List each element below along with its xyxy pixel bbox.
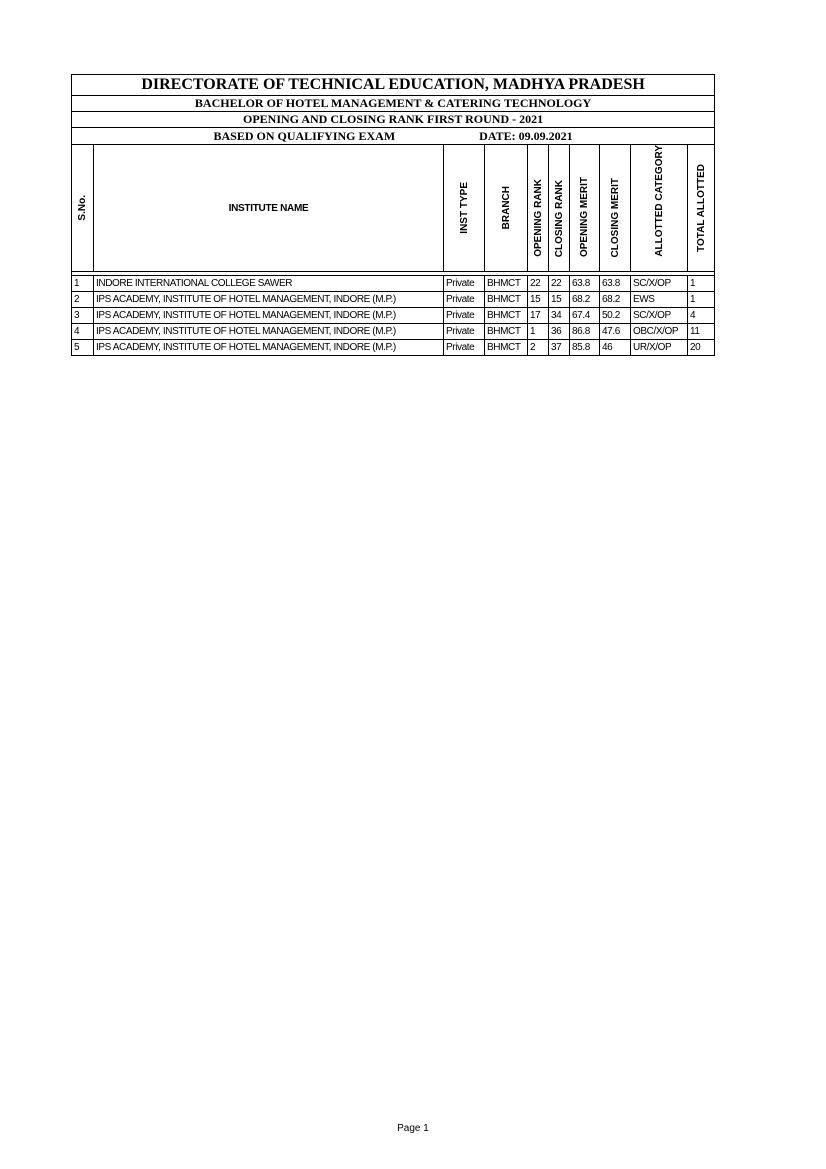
table-row [72, 308, 715, 324]
cell-institute: IPS ACADEMY, INSTITUTE OF HOTEL MANAGEMENT, INDORE (M.P.) [94, 324, 444, 340]
table-body [72, 276, 715, 356]
cell-closing-merit: 63.8 [600, 276, 631, 292]
cell-total: 1 [688, 276, 715, 292]
cell-inst-type: Private [444, 276, 485, 292]
cell-category: SC/X/OP [631, 308, 688, 324]
basis-date-row [72, 128, 715, 145]
col-total-label: TOTAL ALLOTTED [695, 164, 707, 252]
col-header-inst-type [444, 145, 485, 272]
round-title: OPENING AND CLOSING RANK FIRST ROUND - 2021 [72, 112, 715, 128]
cell-total: 1 [688, 292, 715, 308]
col-inst-type-label: INST TYPE [458, 182, 470, 234]
cell-branch: BHMCT [485, 324, 528, 340]
cell-opening-merit: 85.8 [570, 340, 600, 356]
cell-total: 20 [688, 340, 715, 356]
cell-branch: BHMCT [485, 276, 528, 292]
col-opening-merit-label: OPENING MERIT [579, 176, 590, 257]
page-number: Page 1 [397, 1123, 429, 1134]
col-sno-label: S.No. [77, 195, 88, 221]
col-header-branch [485, 145, 528, 272]
cell-inst-type: Private [444, 324, 485, 340]
cell-branch: BHMCT [485, 340, 528, 356]
date-text: DATE: 09.09.2021 [479, 128, 573, 143]
cell-opening-rank: 15 [528, 292, 549, 308]
cell-sno: 2 [72, 292, 94, 308]
col-header-opening-merit [570, 145, 600, 272]
cell-opening-merit: 86.8 [570, 324, 600, 340]
cell-sno: 4 [72, 324, 94, 340]
cell-institute: IPS ACADEMY, INSTITUTE OF HOTEL MANAGEMENT, INDORE (M.P.) [94, 292, 444, 308]
cell-branch: BHMCT [485, 308, 528, 324]
cell-institute: INDORE INTERNATIONAL COLLEGE SAWER [94, 276, 444, 292]
cell-category: UR/X/OP [631, 340, 688, 356]
cell-total: 11 [688, 324, 715, 340]
col-header-sno [72, 145, 94, 272]
cell-sno: 1 [72, 276, 94, 292]
cell-category: OBC/X/OP [631, 324, 688, 340]
cell-institute: IPS ACADEMY, INSTITUTE OF HOTEL MANAGEMENT, INDORE (M.P.) [94, 308, 444, 324]
cell-closing-rank: 15 [549, 292, 570, 308]
col-opening-rank-label: OPENING RANK [532, 179, 544, 257]
cell-opening-merit: 67.4 [570, 308, 600, 324]
table-row [72, 292, 715, 308]
col-header-opening-rank [528, 145, 549, 272]
cell-closing-rank: 34 [549, 308, 570, 324]
cell-opening-merit: 63.8 [570, 276, 600, 292]
cell-category: SC/X/OP [631, 276, 688, 292]
cell-closing-rank: 37 [549, 340, 570, 356]
cell-opening-rank: 17 [528, 308, 549, 324]
rank-table [71, 74, 715, 356]
cell-closing-merit: 68.2 [600, 292, 631, 308]
cell-opening-rank: 22 [528, 276, 549, 292]
cell-inst-type: Private [444, 308, 485, 324]
col-institute-label: INSTITUTE NAME [228, 202, 309, 214]
cell-opening-merit: 68.2 [570, 292, 600, 308]
col-header-category [631, 145, 688, 272]
cell-inst-type: Private [444, 340, 485, 356]
cell-opening-rank: 1 [528, 324, 549, 340]
course-subtitle: BACHELOR OF HOTEL MANAGEMENT & CATERING TECHNOLOGY [72, 96, 715, 112]
cell-closing-rank: 22 [549, 276, 570, 292]
col-header-closing-rank [549, 145, 570, 272]
cell-sno: 5 [72, 340, 94, 356]
table-row [72, 340, 715, 356]
table-row [72, 276, 715, 292]
cell-institute: IPS ACADEMY, INSTITUTE OF HOTEL MANAGEMENT, INDORE (M.P.) [94, 340, 444, 356]
col-category-label: ALLOTTED CATEGORY [653, 145, 665, 257]
cell-opening-rank: 2 [528, 340, 549, 356]
column-header-row [72, 145, 715, 272]
cell-inst-type: Private [444, 292, 485, 308]
cell-branch: BHMCT [485, 292, 528, 308]
cell-sno: 3 [72, 308, 94, 324]
cell-total: 4 [688, 308, 715, 324]
col-header-institute [94, 145, 444, 272]
col-branch-label: BRANCH [500, 186, 512, 230]
cell-closing-rank: 36 [549, 324, 570, 340]
cell-category: EWS [631, 292, 688, 308]
col-closing-merit-label: CLOSING MERIT [609, 177, 621, 257]
col-header-closing-merit [600, 145, 631, 272]
col-closing-rank-label: CLOSING RANK [553, 179, 565, 257]
col-header-total [688, 145, 715, 272]
table-row [72, 324, 715, 340]
cell-closing-merit: 46 [600, 340, 631, 356]
basis-text: BASED ON QUALIFYING EXAM [213, 128, 396, 143]
cell-closing-merit: 47.6 [600, 324, 631, 340]
document-title: DIRECTORATE OF TECHNICAL EDUCATION, MADHYA PRADESH [72, 75, 715, 96]
cell-closing-merit: 50.2 [600, 308, 631, 324]
